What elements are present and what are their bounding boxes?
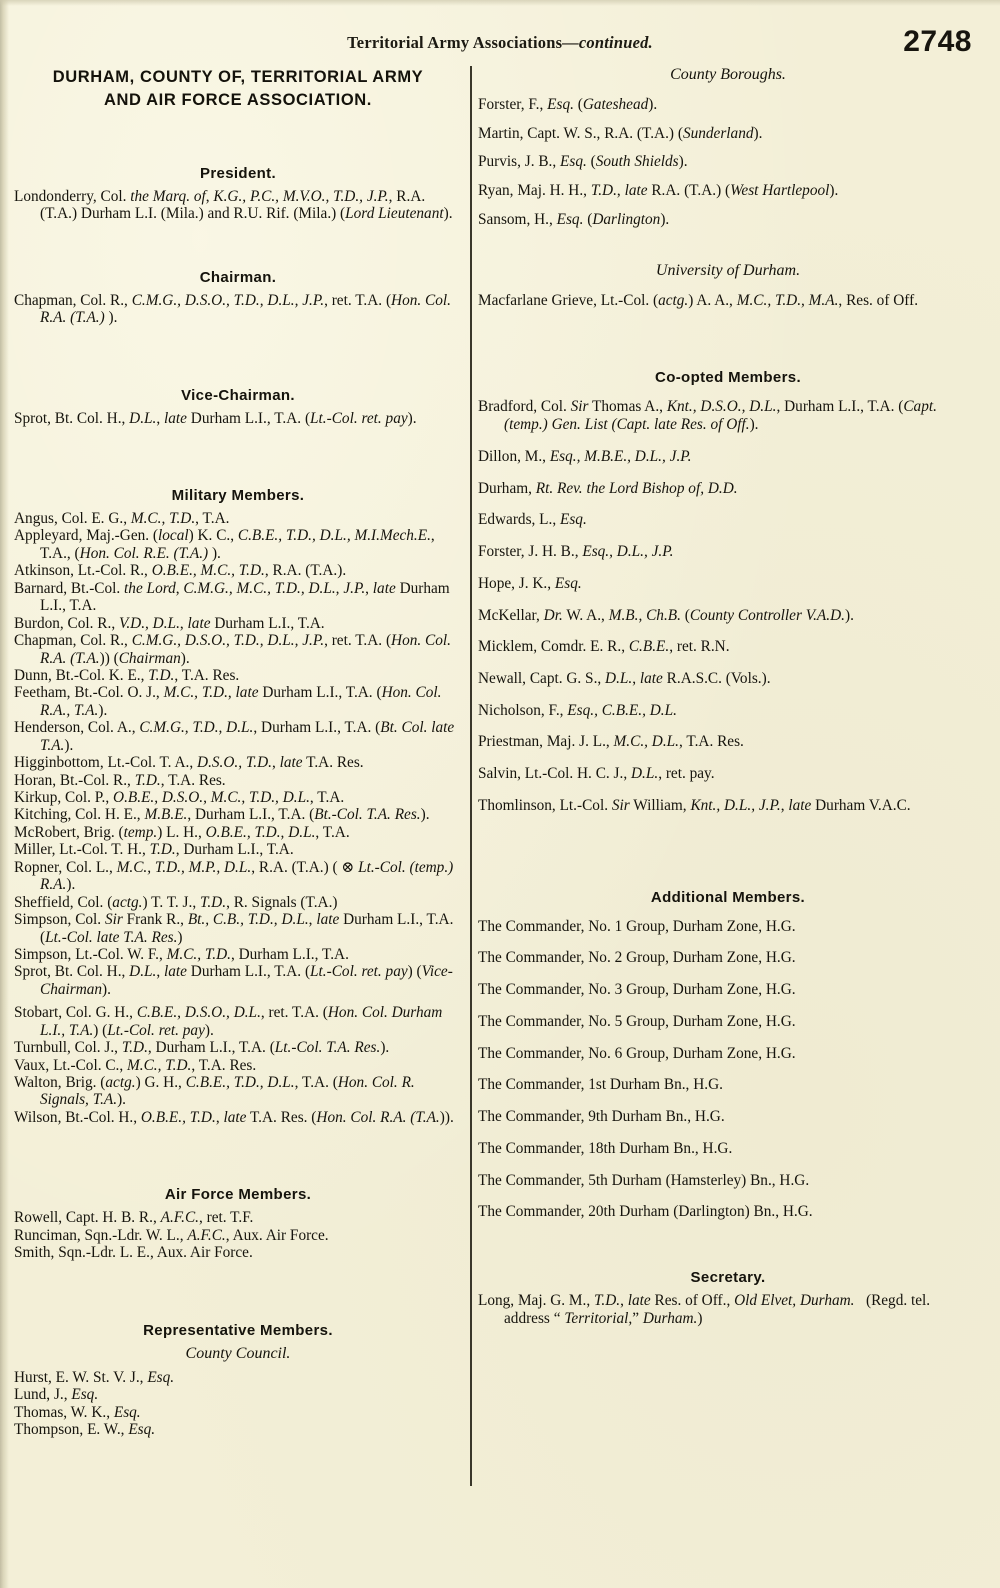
list-university: [478, 292, 978, 310]
list-item: The Commander, 9th Durham Bn., H.G.: [478, 1108, 725, 1126]
list-president: [14, 188, 462, 223]
list-item: Simpson, Col. Sir Frank R., Bt., C.B., T.D., D.L., late Durham L.I., T.A. (Lt.-Col. late T.A. Res.): [14, 911, 454, 946]
list-item: Durham, Rt. Rev. the Lord Bishop of, D.D.: [478, 479, 738, 497]
heading-air-force-members: Air Force Members.: [164, 1186, 312, 1204]
running-head-continued: —continued.: [562, 33, 653, 52]
heading-military-members: Military Members.: [171, 487, 305, 505]
list-item: Ryan, Maj. H. H., T.D., late R.A. (T.A.) (West Hartlepool).: [478, 182, 839, 200]
list-county-boroughs: [478, 96, 978, 229]
list-item: Stobart, Col. G. H., C.B.E., D.S.O., D.L., ret. T.A. (Hon. Col. Durham L.I., T.A.) (Lt.-Col. ret. pay).: [14, 1004, 443, 1039]
list-vice-chairman: [14, 410, 462, 427]
list-item: Vaux, Lt.-Col. C., M.C., T.D., T.A. Res.: [14, 1056, 257, 1074]
list-item: Long, Maj. G. M., T.D., late Res. of Off., Old Elvet, Durham. (Regd. tel. address “ Territorial,” Durham.): [478, 1292, 931, 1327]
list-county-council: [14, 1369, 462, 1439]
list-item: Priestman, Maj. J. L., M.C., D.L., T.A. Res.: [478, 733, 744, 751]
list-item: Turnbull, Col. J., T.D., Durham L.I., T.A. (Lt.-Col. T.A. Res.).: [14, 1039, 390, 1057]
list-item: Walton, Brig. (actg.) G. H., C.B.E., T.D., D.L., T.A. (Hon. Col. R. Signals, T.A.).: [14, 1074, 415, 1109]
list-item: Purvis, J. B., Esq. (South Shields).: [478, 153, 688, 171]
list-chairman: [14, 292, 462, 327]
list-item: Sansom, H., Esq. (Darlington).: [478, 210, 670, 228]
list-item: Simpson, Lt.-Col. W. F., M.C., T.D., Durham L.I., T.A.: [14, 945, 349, 963]
list-item: Kirkup, Col. P., O.B.E., D.S.O., M.C., T.D., D.L., T.A.: [14, 789, 345, 807]
list-item: Thomas, W. K., Esq.: [14, 1403, 141, 1421]
list-item: The Commander, No. 3 Group, Durham Zone, H.G.: [478, 981, 796, 999]
list-military-members: [14, 510, 462, 998]
heading-additional-members: Additional Members.: [650, 888, 806, 906]
list-item: The Commander, No. 6 Group, Durham Zone, H.G.: [478, 1044, 796, 1062]
list-item: Runciman, Sqn.-Ldr. W. L., A.F.C., Aux. Air Force.: [14, 1226, 329, 1244]
list-item: Forster, J. H. B., Esq., D.L., J.P.: [478, 543, 674, 561]
heading-co-opted-members: Co-opted Members.: [655, 369, 801, 387]
list-item: Hurst, E. W. St. V. J., Esq.: [14, 1368, 175, 1386]
list-item: Appleyard, Maj.-Gen. (local) K. C., C.B.E., T.D., D.L., M.I.Mech.E., T.A., (Hon. Col. R.E. (T.A.) ).: [14, 527, 435, 562]
list-item: Bradford, Col. Sir Thomas A., Knt., D.S.O., D.L., Durham L.I., T.A. (Capt. (temp.) Gen. List (Capt. late Res. of Off.).: [478, 398, 937, 434]
subheading-university-of-durham: University of Durham.: [655, 261, 801, 279]
list-item: Sprot, Bt. Col. H., D.L., late Durham L.I., T.A. (Lt.-Col. ret. pay).: [14, 409, 417, 427]
list-item: Wilson, Bt.-Col. H., O.B.E., T.D., late T.A. Res. (Hon. Col. R.A. (T.A.)).: [14, 1108, 454, 1126]
list-item: Nicholson, F., Esq., C.B.E., D.L.: [478, 701, 677, 719]
list-item: Thomlinson, Lt.-Col. Sir William, Knt., D.L., J.P., late Durham V.A.C.: [478, 796, 911, 814]
list-item: Lund, J., Esq.: [14, 1386, 99, 1404]
association-title-line-2: AND AIR FORCE ASSOCIATION.: [104, 91, 372, 110]
list-item: Rowell, Capt. H. B. R., A.F.C., ret. T.F.: [14, 1209, 254, 1227]
list-military-members-continued: [14, 1004, 462, 1126]
subheading-county-council: County Council.: [185, 1344, 291, 1362]
list-item: The Commander, No. 2 Group, Durham Zone, H.G.: [478, 949, 796, 967]
list-item: The Commander, 20th Durham (Darlington) Bn., H.G.: [478, 1203, 813, 1221]
list-item: Barnard, Bt.-Col. the Lord, C.M.G., M.C., T.D., D.L., J.P., late Durham L.I., T.A.: [14, 579, 450, 615]
list-secretary: [478, 1292, 978, 1327]
list-item: Newall, Capt. G. S., D.L., late R.A.S.C. (Vols.).: [478, 670, 771, 688]
list-item: Martin, Capt. W. S., R.A. (T.A.) (Sunderland).: [478, 124, 763, 142]
list-item: Chapman, Col. R., C.M.G., D.S.O., T.D., D.L., J.P., ret. T.A. (Hon. Col. R.A. (T.A.) ).: [14, 291, 451, 327]
list-item: The Commander, 1st Durham Bn., H.G.: [478, 1076, 723, 1094]
list-item: Ropner, Col. L., M.C., T.D., M.P., D.L., R.A. (T.A.) ( ⊗ Lt.-Col. (temp.) R.A.).: [14, 858, 454, 894]
association-title-line-1: DURHAM, COUNTY OF, TERRITORIAL ARMY: [52, 68, 424, 86]
running-head: [0, 33, 1000, 53]
list-item: The Commander, 5th Durham (Hamsterley) Bn., H.G.: [478, 1171, 810, 1189]
list-item: McRobert, Brig. (temp.) L. H., O.B.E., T.D., D.L., T.A.: [14, 823, 350, 841]
list-item: Micklem, Comdr. E. R., C.B.E., ret. R.N.: [478, 638, 730, 656]
list-item: Sprot, Bt. Col. H., D.L., late Durham L.I., T.A. (Lt.-Col. ret. pay) (Vice-Chairman).: [14, 963, 453, 998]
list-item: Edwards, L., Esq.: [478, 511, 587, 529]
list-item: Chapman, Col. R., C.M.G., D.S.O., T.D., D.L., J.P., ret. T.A. (Hon. Col. R.A. (T.A.)) (Chairman).: [14, 632, 451, 667]
page-number: 2748: [903, 25, 972, 58]
list-item: Dillon, M., Esq., M.B.E., D.L., J.P.: [478, 447, 692, 465]
list-co-opted-members: [478, 398, 978, 814]
left-column: [14, 66, 462, 1438]
list-item: Horan, Bt.-Col. R., T.D., T.A. Res.: [14, 771, 226, 789]
list-item: Henderson, Col. A., C.M.G., T.D., D.L., Durham L.I., T.A. (Bt. Col. late T.A.).: [14, 719, 455, 754]
association-title: [14, 66, 462, 113]
list-item: Sheffield, Col. (actg.) T. T. J., T.D., R. Signals (T.A.): [14, 893, 338, 911]
heading-secretary: Secretary.: [690, 1269, 766, 1287]
list-item: McKellar, Dr. W. A., M.B., Ch.B. (County Controller V.A.D.).: [478, 606, 854, 624]
list-item: The Commander, No. 5 Group, Durham Zone, H.G.: [478, 1012, 796, 1030]
scan-gutter-left: [0, 0, 9, 1588]
list-item: The Commander, No. 1 Group, Durham Zone, H.G.: [478, 917, 796, 935]
list-item: Atkinson, Lt.-Col. R., O.B.E., M.C., T.D., R.A. (T.A.).: [14, 562, 347, 580]
running-head-title: Territorial Army Associations: [347, 33, 563, 52]
list-item: Macfarlane Grieve, Lt.-Col. (actg.) A. A., M.C., T.D., M.A., Res. of Off.: [478, 291, 919, 309]
list-item: Kitching, Col. H. E., M.B.E., Durham L.I., T.A. (Bt.-Col. T.A. Res.).: [14, 806, 430, 824]
list-item: Feetham, Bt.-Col. O. J., M.C., T.D., late Durham L.I., T.A. (Hon. Col. R.A., T.A.).: [14, 684, 442, 719]
list-item: Angus, Col. E. G., M.C., T.D., T.A.: [14, 510, 230, 528]
subheading-county-boroughs: County Boroughs.: [670, 66, 786, 83]
list-item: Smith, Sqn.-Ldr. L. E., Aux. Air Force.: [14, 1244, 253, 1262]
column-divider-rule: [470, 66, 472, 1486]
list-item: Miller, Lt.-Col. T. H., T.D., Durham L.I., T.A.: [14, 841, 294, 859]
heading-representative-members: Representative Members.: [143, 1321, 333, 1339]
list-item: Burdon, Col. R., V.D., D.L., late Durham L.I., T.A.: [14, 614, 325, 632]
list-item: Salvin, Lt.-Col. H. C. J., D.L., ret. pay.: [478, 765, 715, 783]
right-column: [478, 66, 978, 1328]
list-item: Londonderry, Col. the Marq. of, K.G., P.C., M.V.O., T.D., J.P., R.A. (T.A.) Durham L.I. (Mila.) and R.U. Rif. (Mila.) (Lord Lieutenant).: [14, 187, 453, 223]
list-item: Forster, F., Esq. (Gateshead).: [478, 96, 658, 113]
list-item: Thompson, E. W., Esq.: [14, 1420, 156, 1438]
list-item: Higginbottom, Lt.-Col. T. A., D.S.O., T.D., late T.A. Res.: [14, 754, 364, 772]
heading-president: President.: [199, 164, 277, 182]
list-item: Dunn, Bt.-Col. K. E., T.D., T.A. Res.: [14, 666, 240, 684]
scan-gutter-top: [0, 0, 1000, 6]
list-item: Hope, J. K., Esq.: [478, 574, 582, 592]
list-item: The Commander, 18th Durham Bn., H.G.: [478, 1139, 733, 1157]
heading-vice-chairman: Vice-Chairman.: [181, 386, 295, 404]
heading-chairman: Chairman.: [199, 268, 277, 286]
list-air-force-members: [14, 1209, 462, 1261]
list-additional-members: [478, 918, 978, 1221]
